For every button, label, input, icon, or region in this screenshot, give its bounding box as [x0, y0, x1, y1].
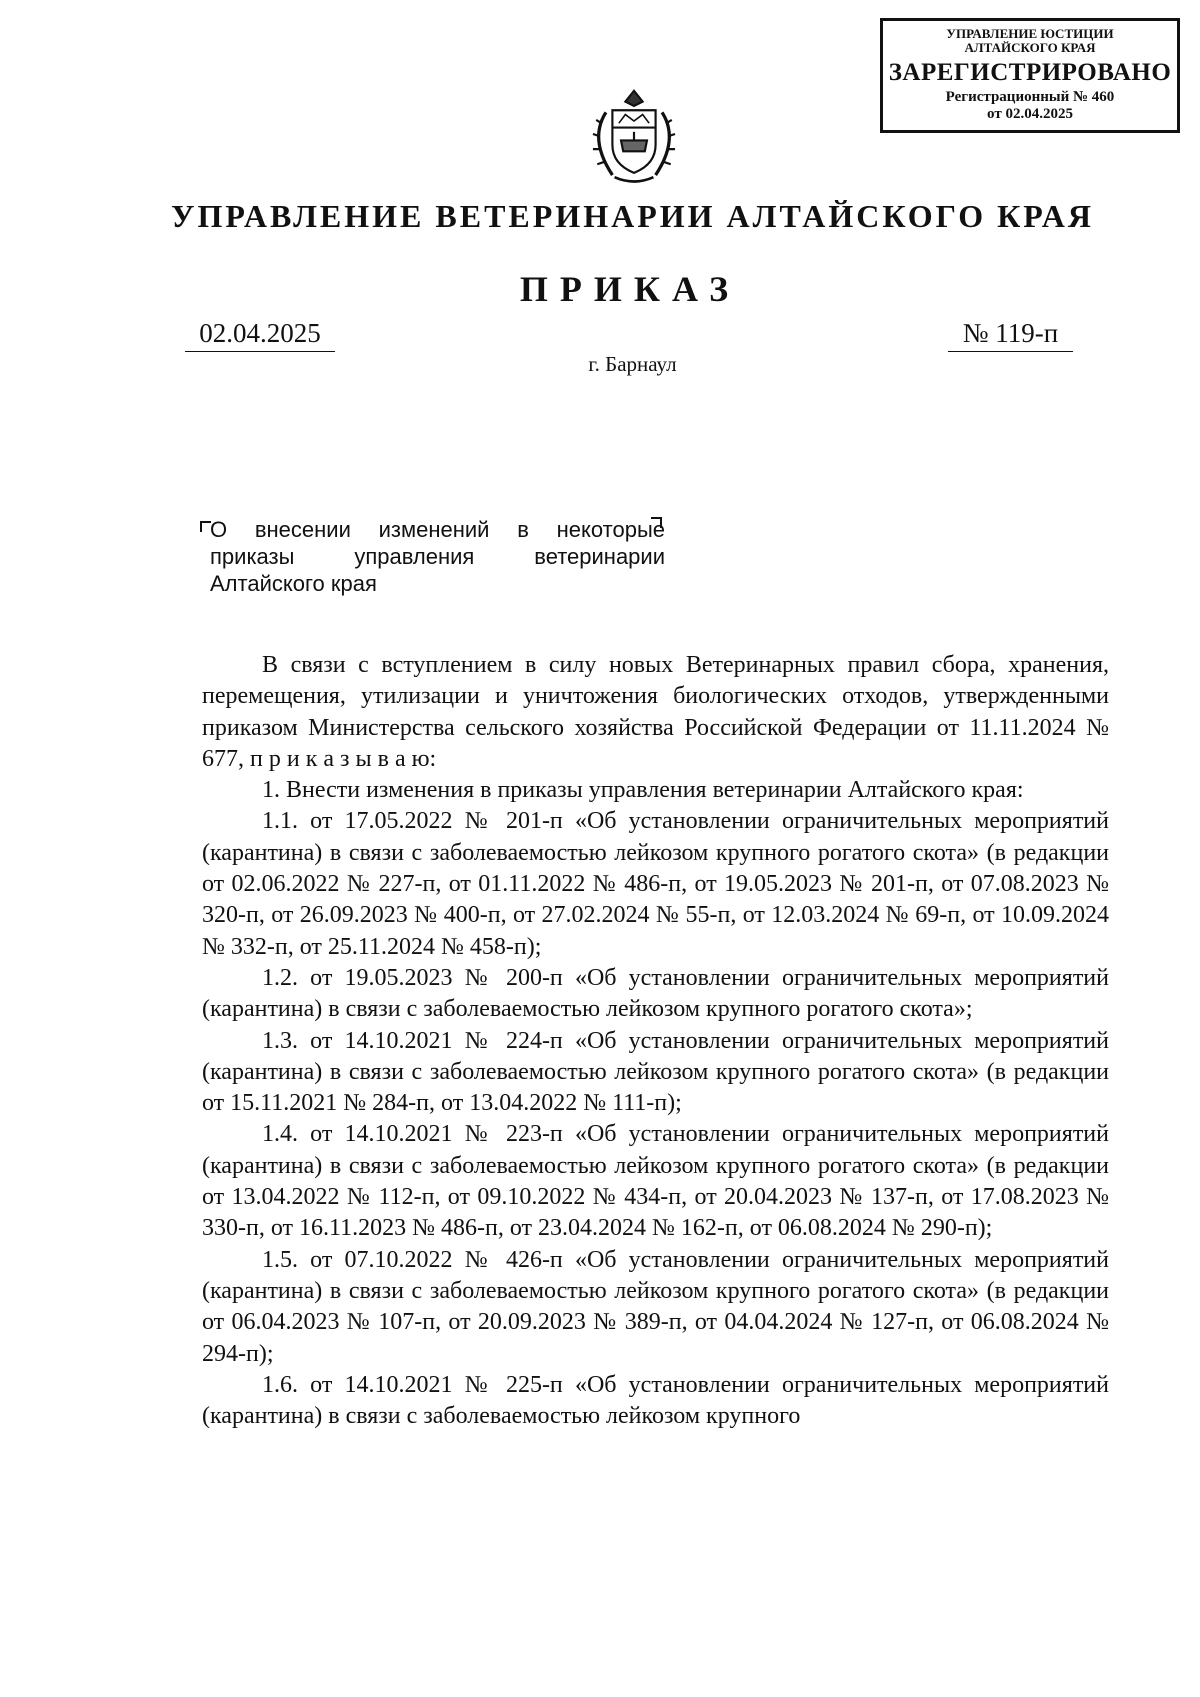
clause-1-3: 1.3. от 14.10.2021 № 224-п «Об установлении ограничительных мероприятий (карантина) в связи с заболеваемостью лейкозом крупного рогатого скота» (в редакции от 15.11.2021 № 284-п, от 13.04.2022 № 111-п); — [202, 1027, 1109, 1117]
stamp-org-line1: УПРАВЛЕНИЕ ЮСТИЦИИ — [946, 26, 1114, 41]
preamble-paragraph: В связи с вступлением в силу новых Ветеринарных правил сбора, хранения, перемещения, утилизации и уничтожения биологических отходов, утвержденными приказом Министерства сельского хозяйства Российской Федерации от 11.11.2024 № 677, п р и к а з ы в а ю: — [202, 652, 1109, 772]
clause-1-5: 1.5. от 07.10.2022 № 426-п «Об установлении ограничительных мероприятий (карантина) в связи с заболеваемостью лейкозом крупного рогатого скота» (в редакции от 06.04.2023 № 107-п, от 20.09.2023 № 389-п, от 04.04.2024 № 127-п, от 06.08.2024 № 294-п); — [202, 1246, 1109, 1367]
order-number: № 119-п — [948, 318, 1073, 352]
stamp-reg-date: от 02.04.2025 — [987, 106, 1073, 122]
clause-1-2: 1.2. от 19.05.2023 № 200-п «Об установлении ограничительных мероприятий (карантина) в связи с заболеваемостью лейкозом крупного рогатого скота»; — [202, 964, 1109, 1023]
city: г. Барнаул — [588, 352, 677, 376]
stamp-reg-number: Регистрационный № 460 — [945, 89, 1115, 105]
order-subject: О внесении изменений в некоторые приказы управления ветеринарии Алтайского края — [210, 517, 665, 596]
coat-of-arms-icon — [580, 80, 688, 188]
clause-1-6: 1.6. от 14.10.2021 № 225-п «Об установлении ограничительных мероприятий (карантина) в связи с заболеваемостью лейкозом крупного — [202, 1371, 1109, 1430]
stamp-status: ЗАРЕГИСТРИРОВАНО — [888, 59, 1172, 86]
clause-1-1: 1.1. от 17.05.2022 № 201-п «Об установлении ограничительных мероприятий (карантина) в связи с заболеваемостью лейкозом крупного рогатого скота» (в редакции от 02.06.2022 № 227-п, от 01.11.2022 № 486-п, от 19.05.2023 № 201-п, от 07.08.2023 № 320-п, от 26.09.2023 № 400-п, от 27.02.2024 № 55-п, от 12.03.2024 № 69-п, от 10.09.2024 № 332-п, от 25.11.2024 № 458-п); — [202, 808, 1109, 960]
stamp-org-line2: АЛТАЙСКОГО КРАЯ — [964, 40, 1096, 55]
order-body — [202, 650, 1109, 1432]
clause-1: 1. Внести изменения в приказы управления ветеринарии Алтайского края: — [262, 777, 1024, 804]
document-type-title: ПРИКАЗ — [519, 269, 741, 309]
clause-1-4: 1.4. от 14.10.2021 № 223-п «Об установлении ограничительных мероприятий (карантина) в связи с заболеваемостью лейкозом крупного рогатого скота» (в редакции от 13.04.2022 № 112-п, от 09.10.2022 № 434-п, от 20.04.2023 № 137-п, от 17.08.2023 № 330-п, от 16.11.2023 № 486-п, от 23.04.2024 № 162-п, от 06.08.2024 № 290-п); — [202, 1121, 1109, 1242]
stamp-organization — [883, 27, 1177, 55]
registration-stamp — [880, 18, 1180, 133]
organization-title: УПРАВЛЕНИЕ ВЕТЕРИНАРИИ АЛТАЙСКОГО КРАЯ — [171, 198, 1094, 234]
order-date: 02.04.2025 — [185, 318, 335, 352]
